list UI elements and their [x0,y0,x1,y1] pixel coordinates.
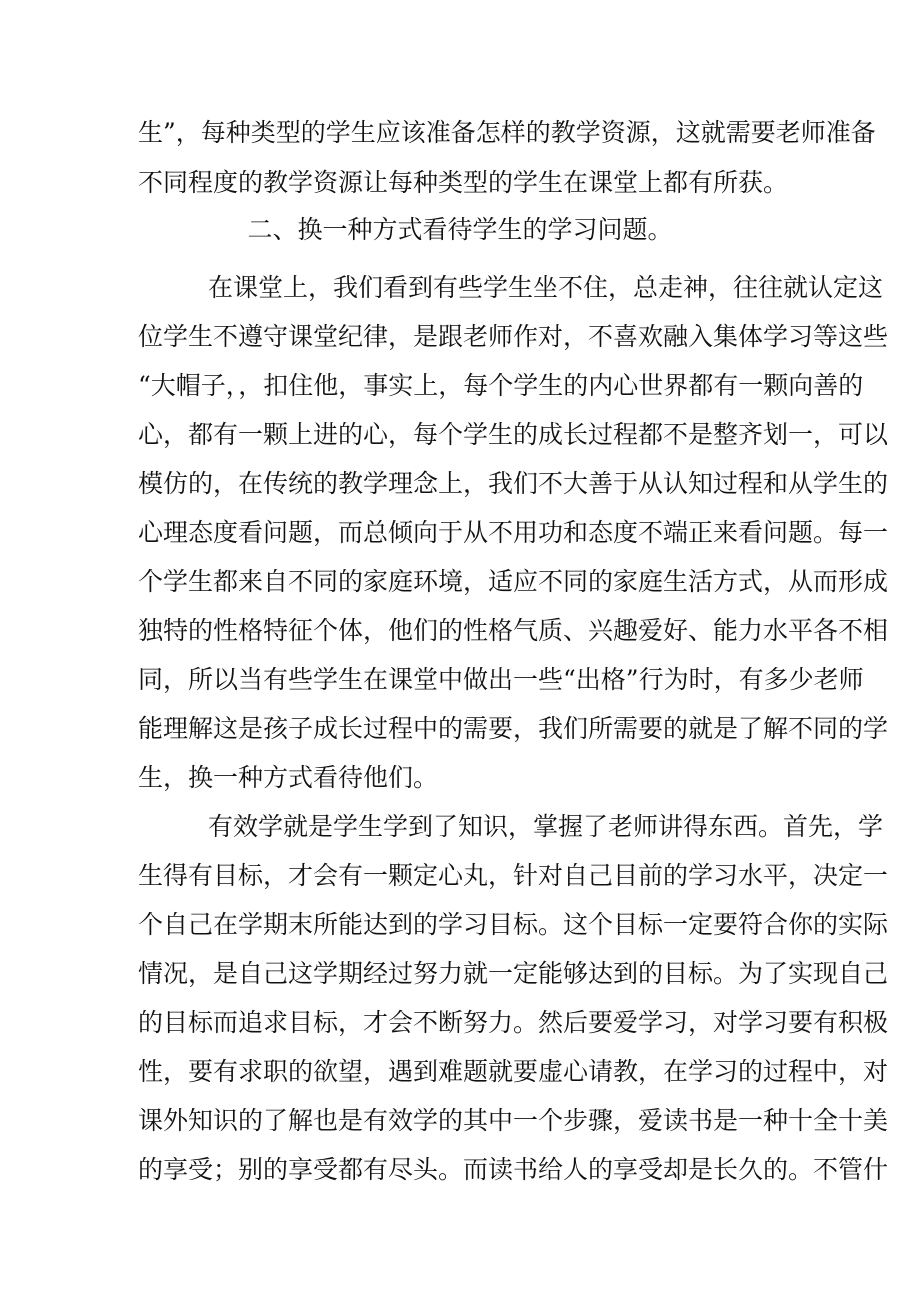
paragraph-line: 的享受；别的享受都有尽头。而读书给人的享受却是长久的。不管什 [138,1155,889,1184]
paragraph-line: 生得有目标，才会有一颗定心丸，针对自己目前的学习水平，决定一 [138,861,889,890]
paragraph-line: 情况，是自己这学期经过努力就一定能够达到的目标。为了实现自己 [138,959,889,988]
paragraph-line: 心理态度看问题，而总倾向于从不用功和态度不端正来看问题。每一 [138,518,889,547]
paragraph-line: 位学生不遵守课堂纪律，是跟老师作对，不喜欢融入集体学习等这些 [138,322,889,351]
paragraph-line: 不同程度的教学资源让每种类型的学生在课堂上都有所获。 [138,168,789,197]
paragraph-line: 的目标而追求目标，才会不断努力。然后要爱学习，对学习要有积极 [138,1008,889,1037]
section-heading: 二、换一种方式看待学生的学习问题。 [247,215,673,244]
paragraph-line: 个自己在学期末所能达到的学习目标。这个目标一定要符合你的实际 [138,910,889,939]
paragraph-line: 生，换一种方式看待他们。 [138,763,439,792]
paragraph-line: 课外知识的了解也是有效学的其中一个步骤，爱读书是一种十全十美 [138,1106,889,1135]
paragraph-line: 独特的性格特征个体，他们的性格气质、兴趣爱好、能力水平各不相 [138,616,889,645]
paragraph-line: 生”，每种类型的学生应该准备怎样的教学资源，这就需要老师准备 [138,118,876,147]
paragraph-line: 心，都有一颗上进的心，每个学生的成长过程都不是整齐划一，可以 [138,420,889,449]
paragraph-line: 同，所以当有些学生在课堂中做出一些“出格”行为时，有多少老师 [138,665,864,694]
paragraph-line: 有效学就是学生学到了知识，掌握了老师讲得东西。首先，学 [208,812,884,841]
paragraph-line: “大帽子，，扣住他，事实上，每个学生的内心世界都有一颗向善的 [138,371,864,400]
paragraph-line: 性，要有求职的欲望，遇到难题就要虚心请教，在学习的过程中，对 [138,1057,889,1086]
paragraph-line: 模仿的，在传统的教学理念上，我们不大善于从认知过程和从学生的 [138,469,889,498]
paragraph-line: 在课堂上，我们看到有些学生坐不住，总走神，往往就认定这 [208,273,884,302]
paragraph-line: 能理解这是孩子成长过程中的需要，我们所需要的就是了解不同的学 [138,714,889,743]
paragraph-line: 个学生都来自不同的家庭环境，适应不同的家庭生活方式，从而形成 [138,567,889,596]
